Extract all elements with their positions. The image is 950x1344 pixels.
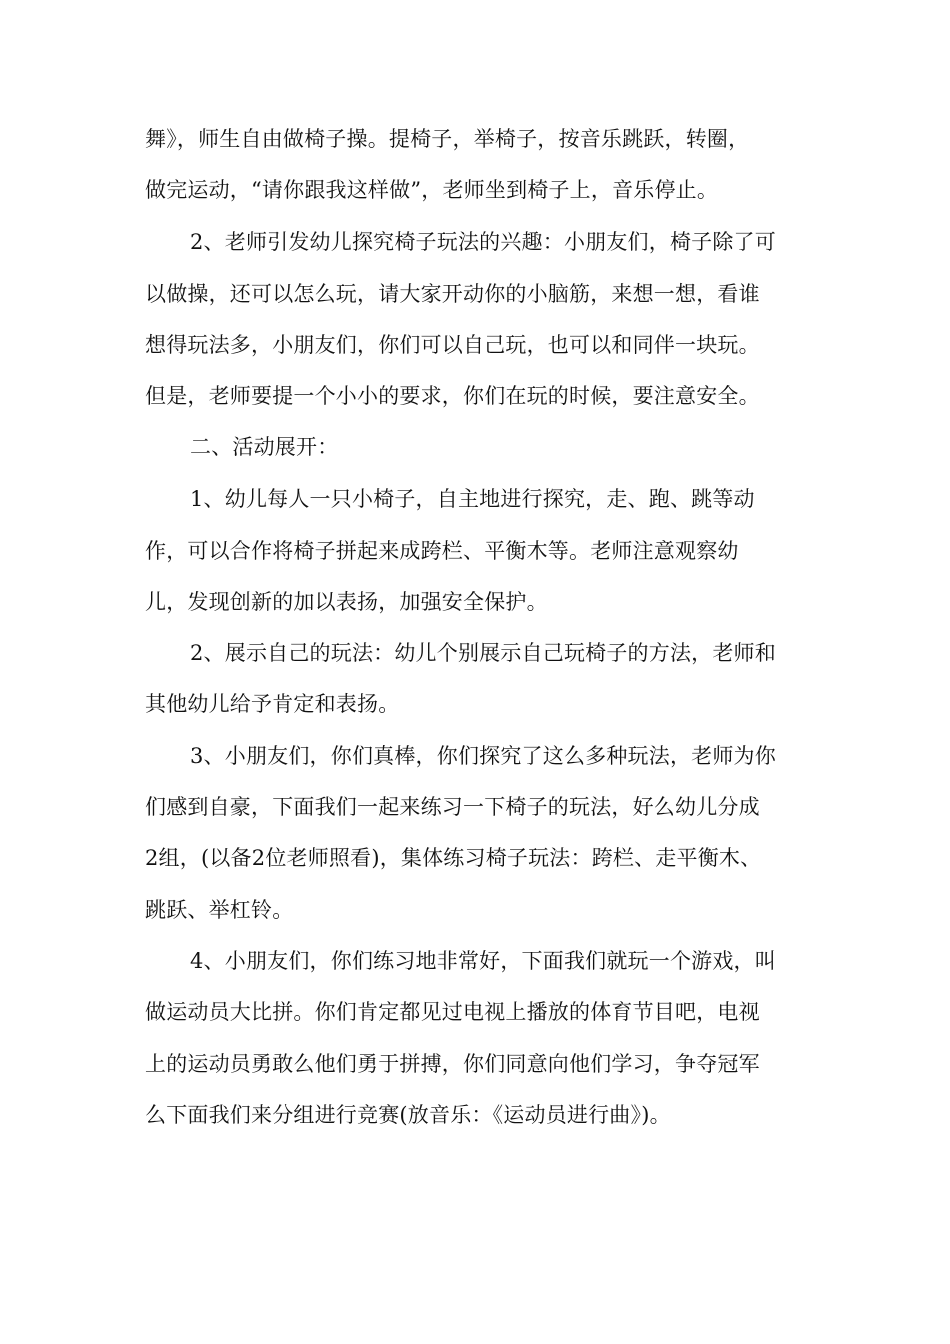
paragraph-start-line: 2、老师引发幼儿探究椅子玩法的兴趣：小朋友们，椅子除了可 xyxy=(190,230,776,254)
paragraph-start-line: 4、小朋友们，你们练习地非常好，下面我们就玩一个游戏，叫 xyxy=(190,949,776,973)
text-line: 儿，发现创新的加以表扬，加强安全保护。 xyxy=(145,590,548,614)
paragraph-start-line: 1、幼儿每人一只小椅子，自主地进行探究，走、跑、跳等动 xyxy=(190,487,755,511)
text-line: 么下面我们来分组进行竞赛(放音乐：《运动员进行曲》)。 xyxy=(145,1103,671,1127)
text-line: 作，可以合作将椅子拼起来成跨栏、平衡木等。老师注意观察幼 xyxy=(145,539,739,563)
text-line: 做完运动，“请你跟我这样做”，老师坐到椅子上，音乐停止。 xyxy=(145,178,719,202)
paragraph-start-line: 2、展示自己的玩法：幼儿个别展示自己玩椅子的方法，老师和 xyxy=(190,641,776,665)
text-line: 以做操，还可以怎么玩，请大家开动你的小脑筋，来想一想，看谁 xyxy=(145,282,760,306)
text-line: 上的运动员勇敢么他们勇于拼搏，你们同意向他们学习，争夺冠军 xyxy=(145,1052,760,1076)
paragraph-start-line: 3、小朋友们，你们真棒，你们探究了这么多种玩法，老师为你 xyxy=(190,744,776,768)
text-line: 跳跃、举杠铃。 xyxy=(145,898,294,922)
text-line: 舞》，师生自由做椅子操。提椅子，举椅子，按音乐跳跃，转圈， xyxy=(145,127,750,151)
text-line: 其他幼儿给予肯定和表扬。 xyxy=(145,692,400,716)
text-line: 想得玩法多，小朋友们，你们可以自己玩，也可以和同伴一块玩。 xyxy=(145,333,760,357)
text-line: 2组，(以备2位老师照看)，集体练习椅子玩法：跨栏、走平衡木、 xyxy=(145,846,762,870)
text-line: 们感到自豪，下面我们一起来练习一下椅子的玩法，好么幼儿分成 xyxy=(145,795,760,819)
text-line: 做运动员大比拼。你们肯定都见过电视上播放的体育节目吧，电视 xyxy=(145,1000,760,1024)
text-line: 但是，老师要提一个小小的要求，你们在玩的时候，要注意安全。 xyxy=(145,384,760,408)
section-heading: 二、活动展开： xyxy=(190,435,339,459)
